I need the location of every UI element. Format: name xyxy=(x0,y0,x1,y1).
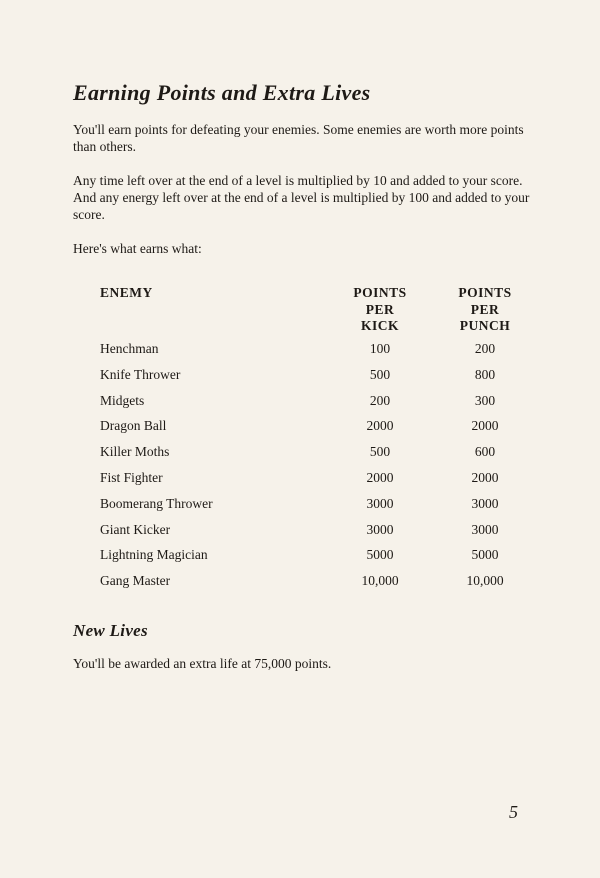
enemy-cell: Giant Kicker xyxy=(100,521,171,537)
kick-points-cell: 2000 xyxy=(366,469,394,485)
lead-paragraph: Here's what earns what: xyxy=(73,241,202,256)
new-lives-paragraph: You'll be awarded an extra life at 75,000 points. xyxy=(73,656,332,671)
kick-points-cell: 10,000 xyxy=(361,573,399,589)
enemy-cell: Killer Moths xyxy=(100,444,170,460)
table-row xyxy=(100,522,540,548)
kick-points-cell: 500 xyxy=(369,444,391,460)
page-title: Earning Points and Extra Lives xyxy=(73,80,371,105)
punch-points-cell: 3000 xyxy=(471,495,499,511)
new-lives-heading: New Lives xyxy=(73,621,148,640)
enemy-cell: Knife Thrower xyxy=(100,366,181,382)
punch-column-header: POINTS PER PUNCH xyxy=(458,285,512,333)
kick-points-cell: 500 xyxy=(369,366,391,382)
punch-points-cell: 2000 xyxy=(471,469,499,485)
enemy-cell: Midgets xyxy=(100,392,145,408)
kick-points-cell: 3000 xyxy=(366,521,394,537)
kick-points-cell: 200 xyxy=(369,392,391,408)
punch-points-cell: 300 xyxy=(474,392,496,408)
table-row xyxy=(100,418,540,444)
punch-points-cell: 3000 xyxy=(471,521,499,537)
bonus-paragraph: Any time left over at the end of a level is multiplied by 10 and added to your score. And any energy left over at the end of a level is multiplied by 100 and added to your score. xyxy=(73,173,530,222)
kick-points-cell: 5000 xyxy=(366,547,394,563)
table-row xyxy=(100,470,540,496)
table-row xyxy=(100,367,540,393)
kick-points-cell: 2000 xyxy=(366,418,394,434)
punch-points-cell: 10,000 xyxy=(466,573,504,589)
enemy-cell: Dragon Ball xyxy=(100,418,167,434)
punch-points-cell: 600 xyxy=(474,444,496,460)
punch-points-cell: 800 xyxy=(474,366,496,382)
enemy-column-header: ENEMY xyxy=(100,285,153,300)
table-row xyxy=(100,573,540,599)
enemy-cell: Lightning Magician xyxy=(100,547,208,563)
table-row xyxy=(100,496,540,522)
enemy-cell: Fist Fighter xyxy=(100,469,163,485)
points-table xyxy=(100,285,540,599)
page-number: 5 xyxy=(509,802,518,822)
enemy-cell: Gang Master xyxy=(100,573,171,589)
punch-points-cell: 200 xyxy=(474,341,496,356)
punch-points-cell: 2000 xyxy=(471,418,499,434)
enemy-cell: Henchman xyxy=(100,341,159,356)
enemy-cell: Boomerang Thrower xyxy=(100,495,213,511)
table-header-row xyxy=(100,285,540,341)
table-row xyxy=(100,341,540,367)
table-row xyxy=(100,547,540,573)
table-row xyxy=(100,444,540,470)
punch-points-cell: 5000 xyxy=(471,547,499,563)
kick-points-cell: 100 xyxy=(369,341,391,356)
kick-column-header: POINTS PER KICK xyxy=(353,285,407,333)
kick-points-cell: 3000 xyxy=(366,495,394,511)
table-row xyxy=(100,393,540,419)
intro-paragraph: You'll earn points for defeating your enemies. Some enemies are worth more points than others. xyxy=(73,122,524,154)
